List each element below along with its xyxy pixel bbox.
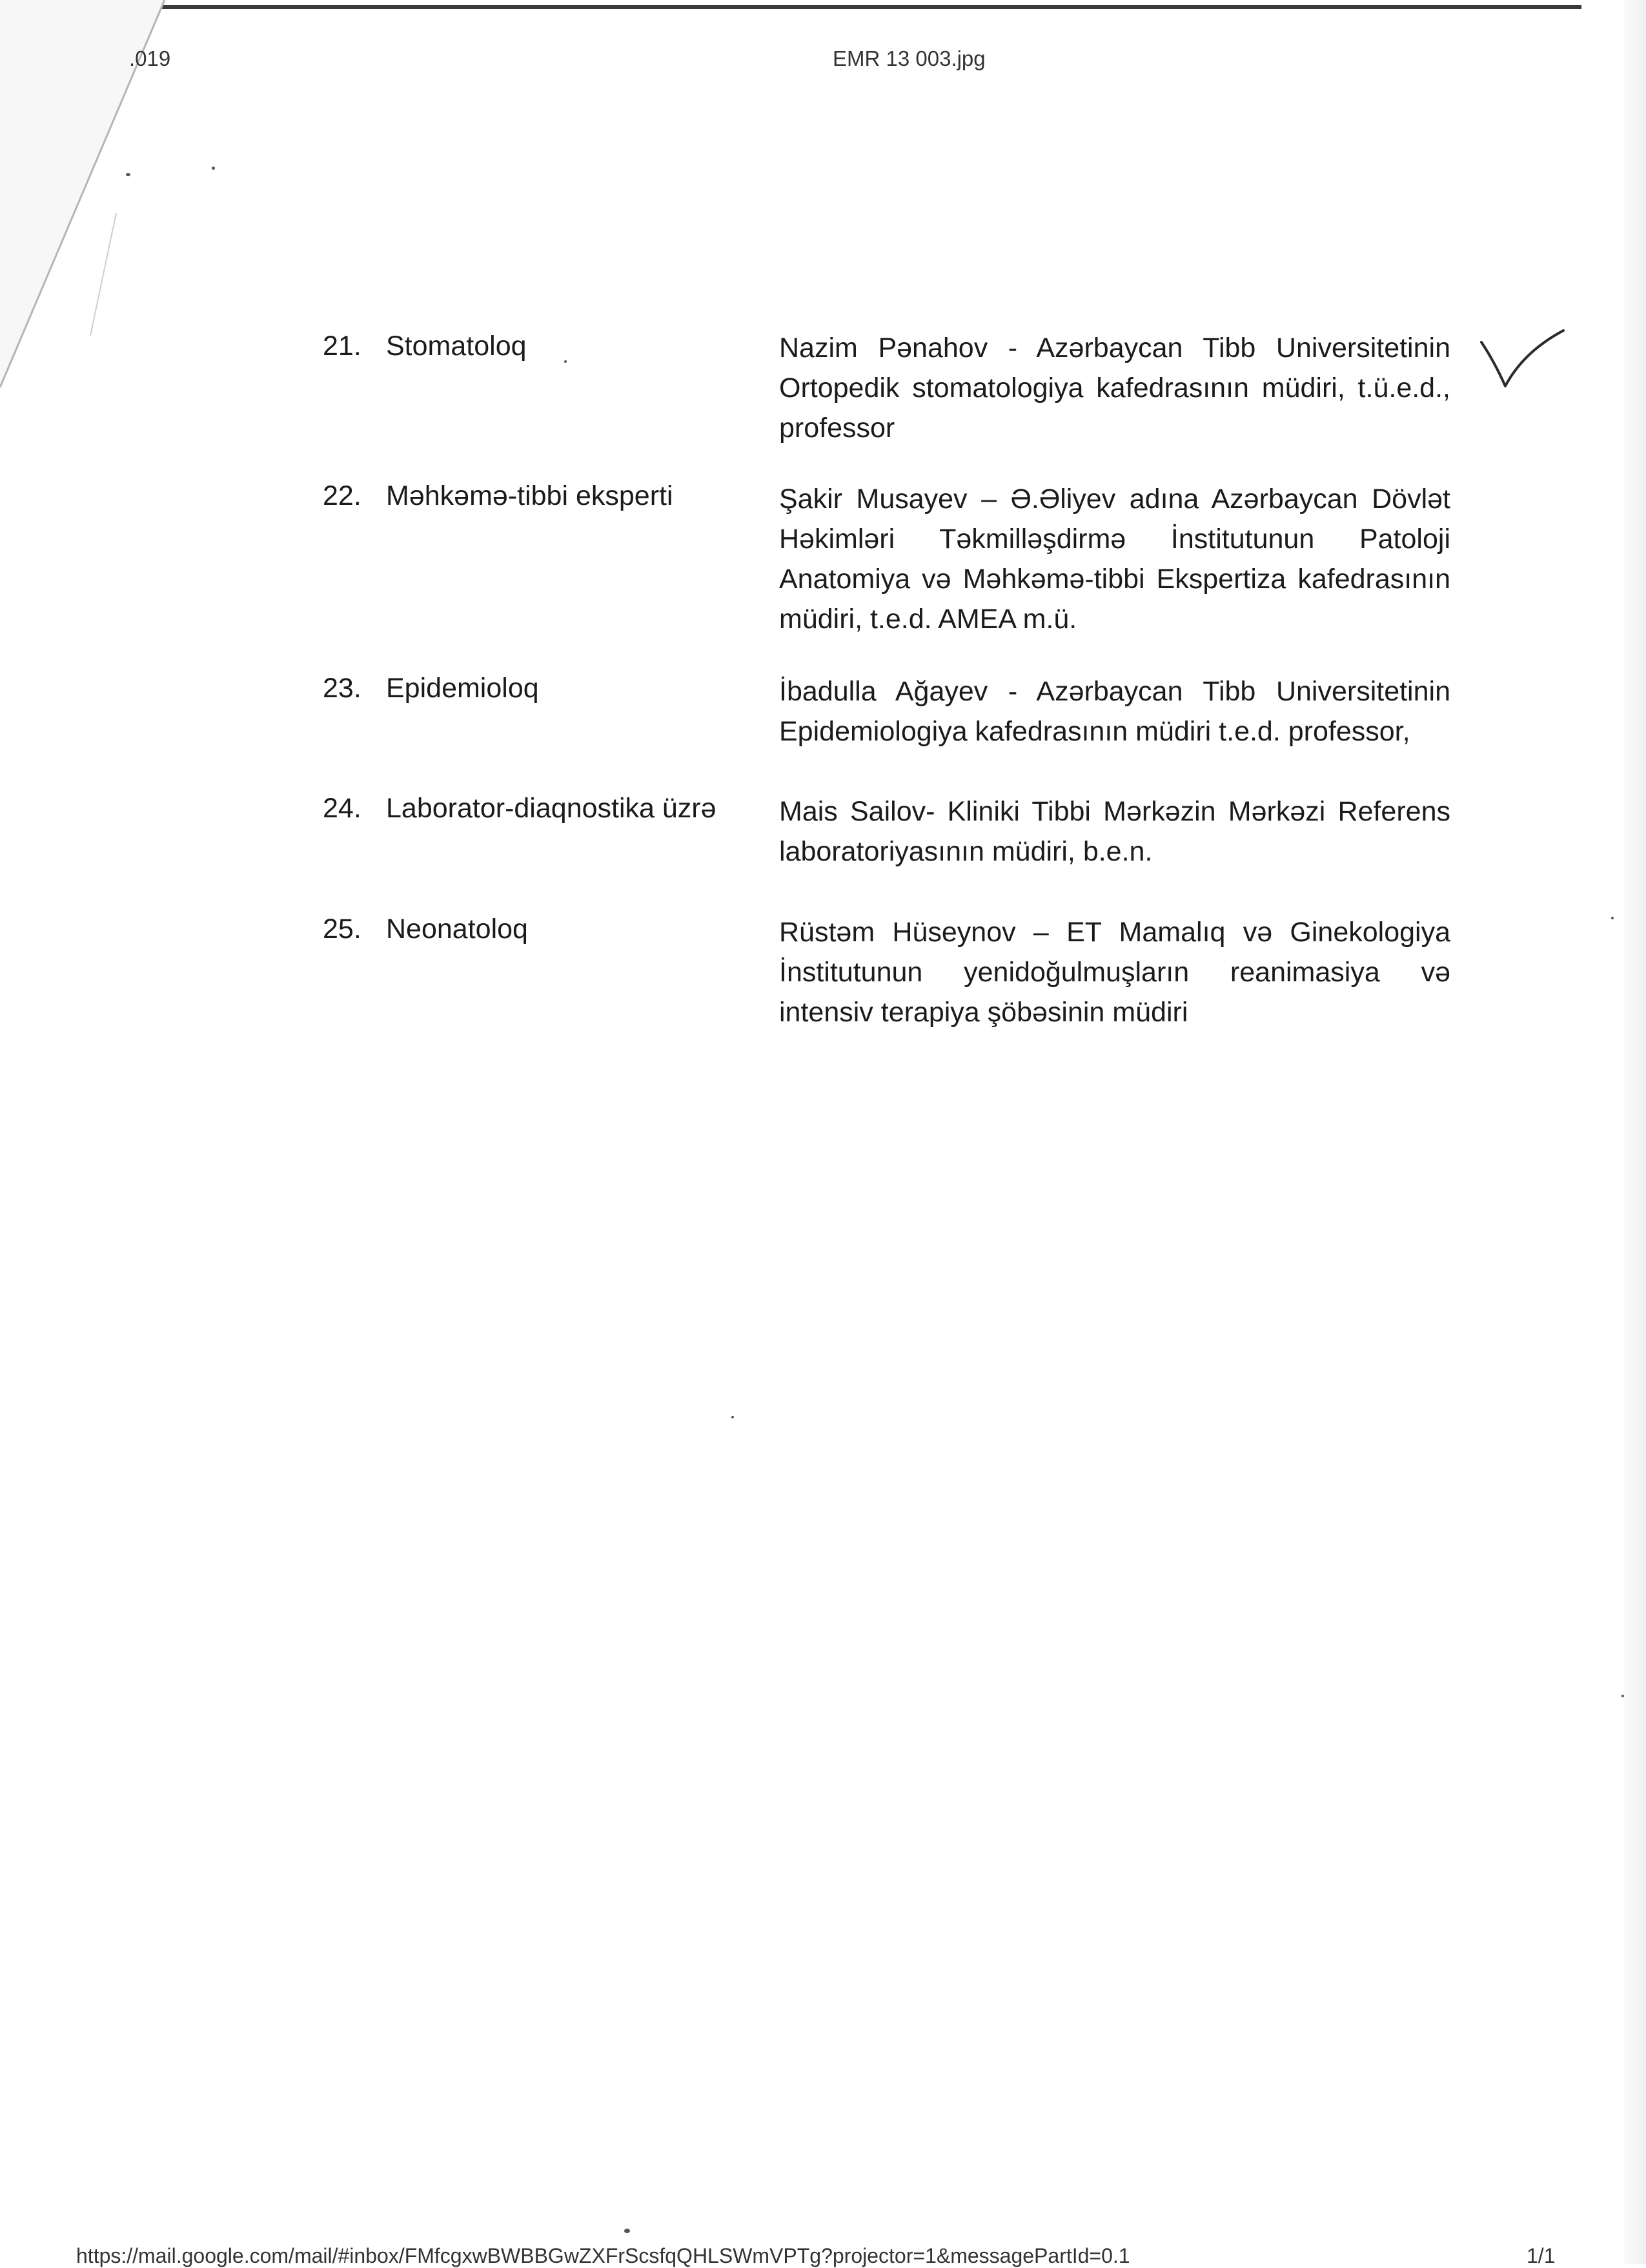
entry-description: İbadulla Ağayev - Azərbaycan Tibb Universitetinin Epidemiologiya kafedrasının müdiri t.e.d. professor, — [779, 676, 1450, 747]
entry-number: 22. — [323, 480, 361, 511]
print-page-number: 1/1 — [1527, 2244, 1556, 2267]
scan-speck — [1621, 1695, 1624, 1697]
entry-role: Epidemioloq — [386, 673, 539, 704]
entry-role: Neonatoloq — [386, 914, 528, 945]
print-footer-url: https://mail.google.com/mail/#inbox/FMfcgxwBWBBGwZXFrScsfqQHLSWmVPTg?projector=1&messagePartId=0.1 — [76, 2244, 1130, 2267]
scan-top-edge — [161, 5, 1581, 9]
entry-description: Şakir Musayev – Ə.Əliyev adına Azərbaycan Dövlət Həkimləri Təkmilləşdirmə İnstitutunun Patoloji Anatomiya və Məhkəmə-tibbi Ekspertiza kafedrasının müdiri, t.e.d. AMEA m.ü. — [779, 484, 1450, 635]
scan-right-edge — [1624, 0, 1646, 2264]
entry-number: 25. — [323, 914, 361, 945]
scan-speck — [1611, 917, 1614, 919]
entry-number: 23. — [323, 673, 361, 704]
entry-role: Məhkəmə-tibbi eksperti — [386, 480, 673, 511]
entry-description: Mais Sailov- Kliniki Tibbi Mərkəzin Mərkəzi Referens laboratoriyasının müdiri, b.e.n. — [779, 796, 1450, 867]
scan-speck — [624, 2229, 630, 2233]
scan-speck — [731, 1416, 734, 1418]
handwritten-checkmark-icon — [1478, 316, 1569, 394]
entry-description: Nazim Pənahov - Azərbaycan Tibb Universitetinin Ortopedik stomatologiya kafedrasının müdiri, t.ü.e.d., professor — [779, 332, 1450, 444]
entry-number: 21. — [323, 331, 361, 362]
entry-role: Stomatoloq — [386, 331, 527, 362]
entry-description: Rüstəm Hüseynov – ET Mamalıq və Ginekologiya İnstitutunun yenidoğulmuşların reanimasiya və intensiv terapiya şöbəsinin müdiri — [779, 917, 1450, 1028]
print-date-fragment: .019 — [129, 46, 171, 70]
scan-speck — [212, 167, 215, 170]
print-file-name: EMR 13 003.jpg — [833, 46, 986, 70]
scan-speck — [564, 360, 567, 363]
entry-role: Laborator-diaqnostika üzrə — [386, 793, 716, 824]
scan-speck — [126, 173, 130, 176]
entry-number: 24. — [323, 793, 361, 824]
